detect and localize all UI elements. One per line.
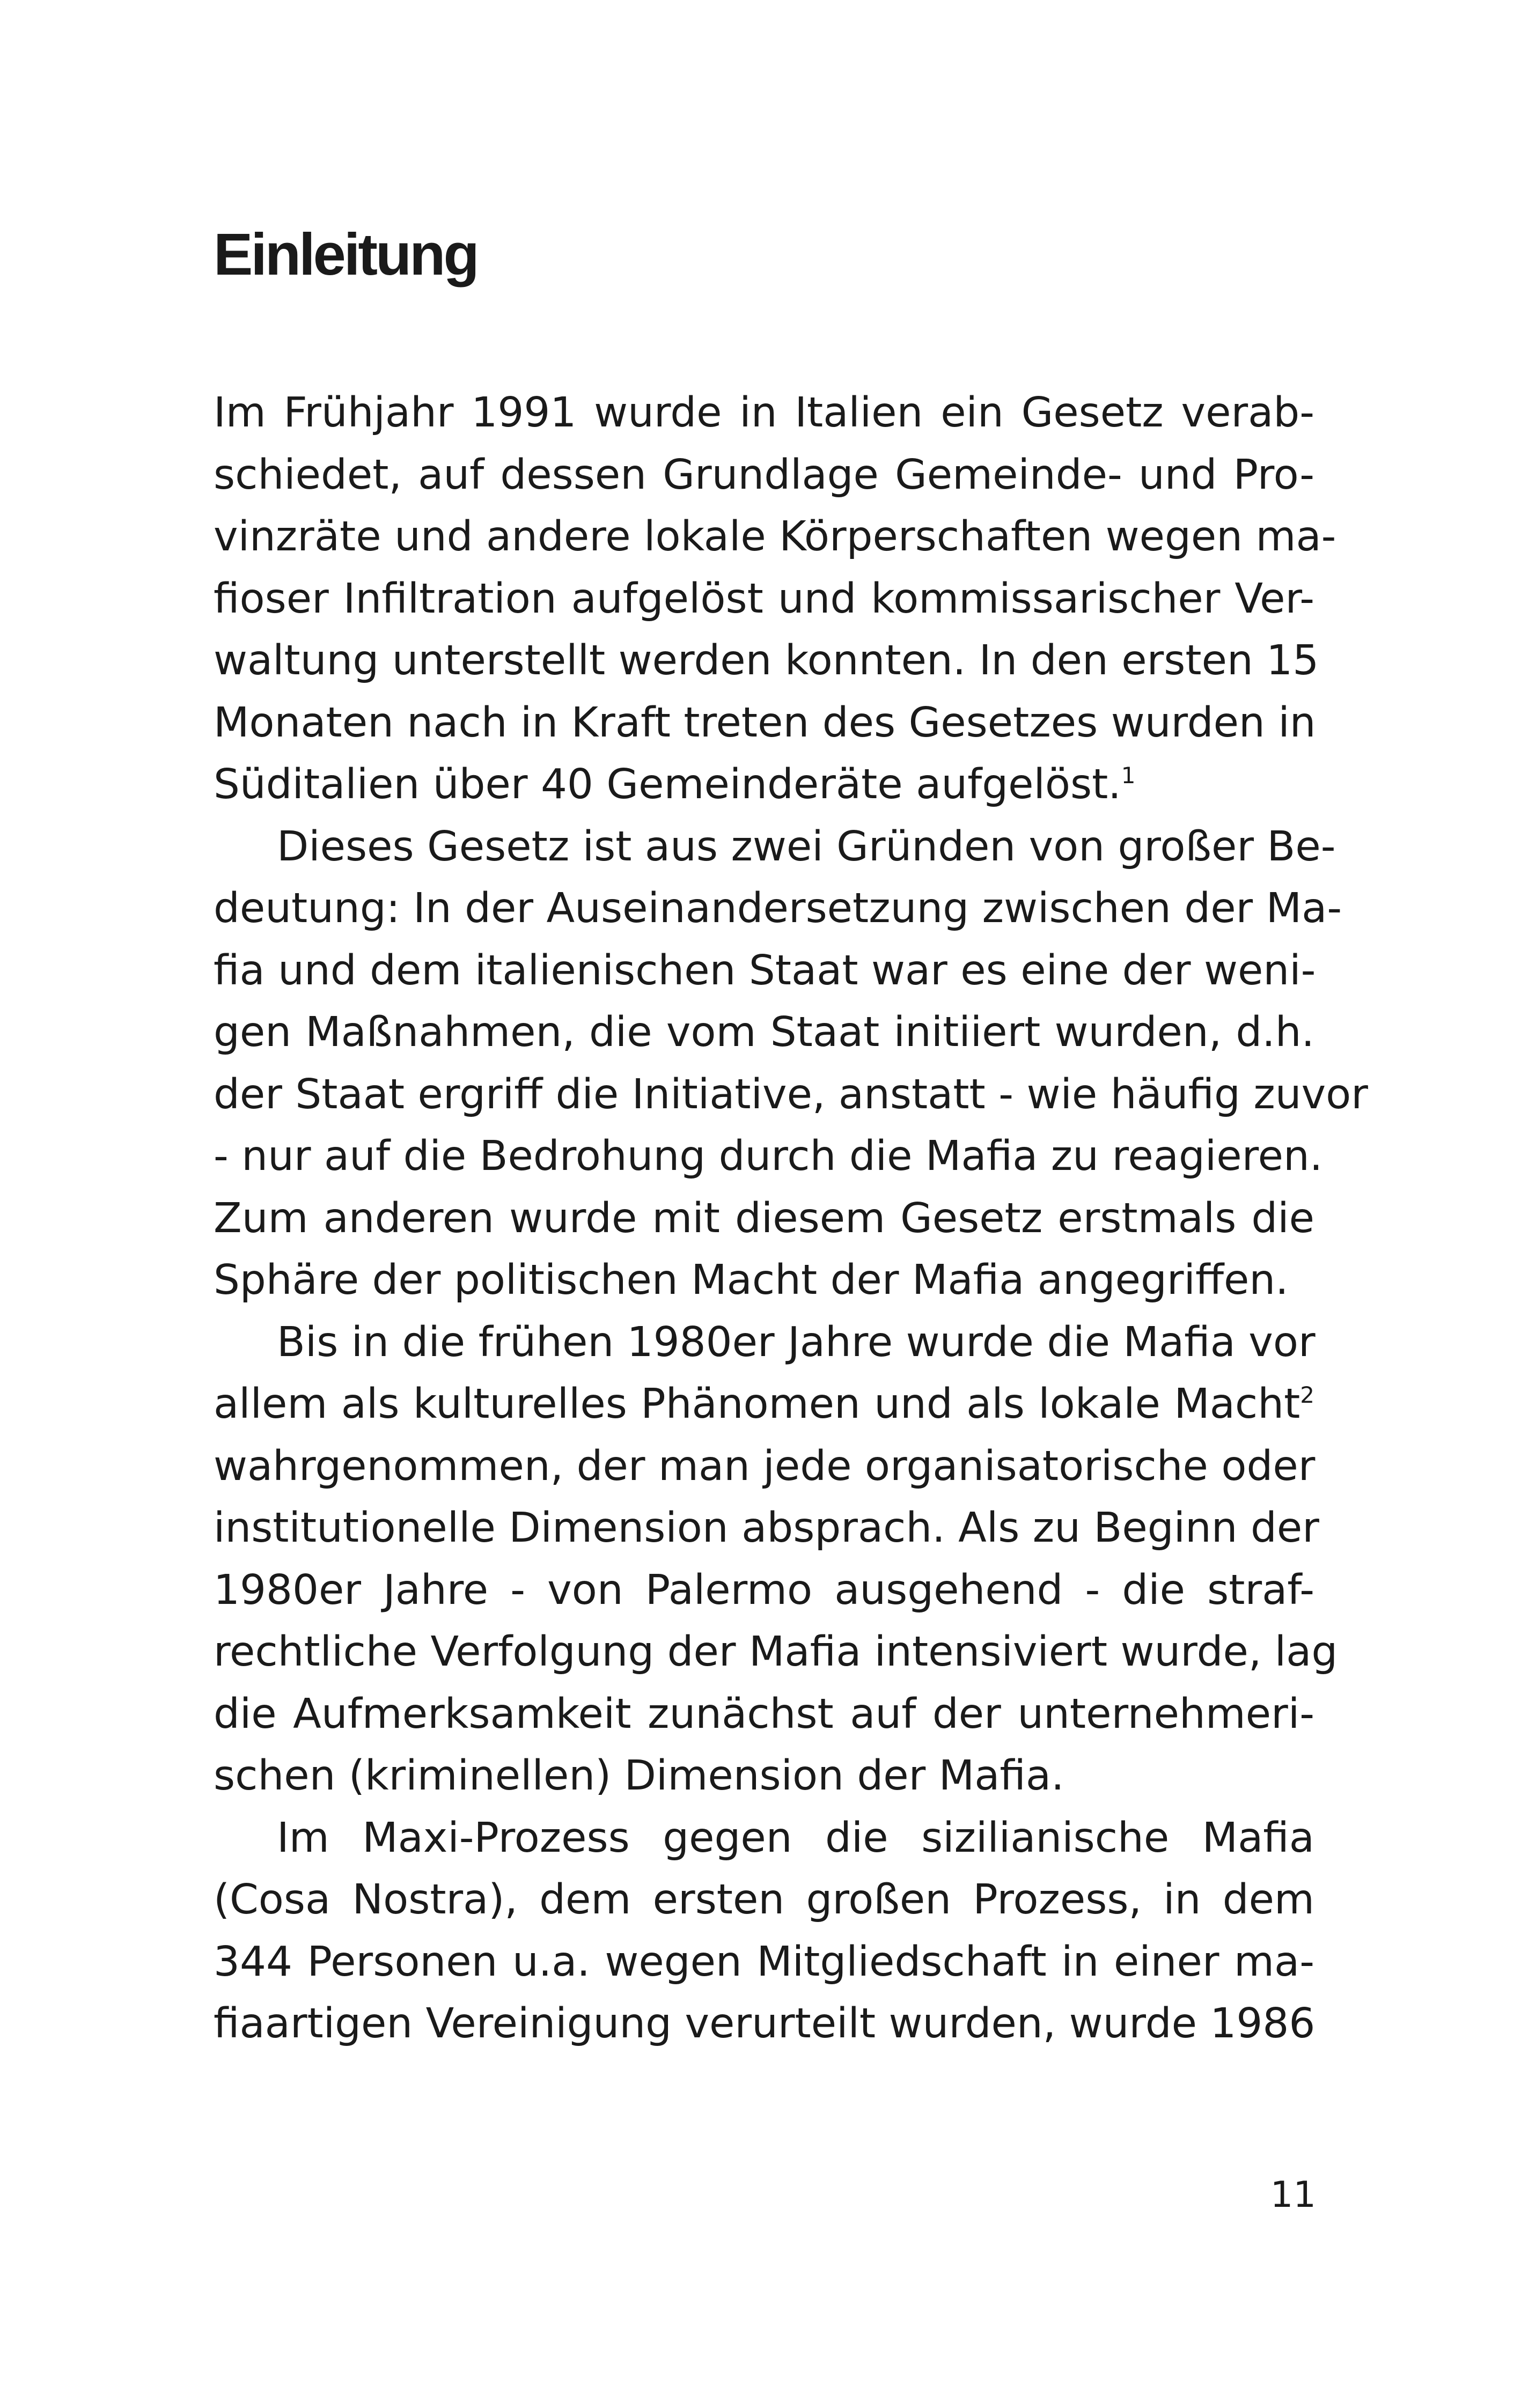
text-line-content: wahrgenommen, der man jede organisatorische oder [214,1442,1316,1490]
text-line-content: der Staat ergriff die Initiative, anstatt - wie häufig zuvor [214,1070,1368,1118]
text-line [214,568,1314,630]
text-line [214,1249,1314,1312]
text-line-content: schen (kriminellen) Dimension der Mafia. [214,1752,1064,1800]
body-text [214,382,1368,2055]
text-line [214,1621,1338,1683]
text-line [214,940,1314,1002]
text-line-content: Im Frühjahr 1991 wurde in Italien ein Gesetz verab- [214,389,1314,437]
text-line [214,1745,1314,1807]
page-number: 11 [1270,2174,1316,2215]
text-line-content: schiedet, auf dessen Grundlage Gemeinde- und Pro- [214,451,1314,499]
text-line [214,382,1314,444]
text-line-content: deutung: In der Auseinandersetzung zwischen der Ma- [214,885,1342,932]
footnote-marker: 2 [1300,1382,1314,1408]
text-line [214,1002,1314,1064]
text-line-content: Zum anderen wurde mit diesem Gesetz erstmals die [214,1194,1314,1242]
text-line-content: 1980er Jahre - von Palermo ausgehend - die straf- [214,1566,1314,1614]
text-line [214,1373,1314,1435]
text-line-content: allem als kulturelles Phänomen und als lokale Macht [214,1380,1300,1428]
text-line-content: fioser Infiltration aufgelöst und kommissarischer Ver- [214,575,1314,623]
text-line [214,1435,1314,1498]
text-line [214,630,1319,692]
text-line [214,878,1342,940]
text-line [214,1188,1314,1250]
text-line-content: die Aufmerksamkeit zunächst auf der unternehmeri- [214,1690,1314,1738]
chapter-heading: Einleitung [214,222,477,288]
text-line-content: - nur auf die Bedrohung durch die Mafia zu reagieren. [214,1132,1323,1180]
text-line [214,1559,1314,1622]
text-line [214,754,1314,816]
text-line [214,1683,1314,1746]
text-line [214,1312,1314,1374]
text-line-content: Sphäre der politischen Macht der Mafia angegriffen. [214,1256,1289,1304]
text-line-content: institutionelle Dimension absprach. Als zu Beginn der [214,1504,1319,1552]
text-line [214,1931,1314,1993]
text-line-content: gen Maßnahmen, die vom Staat initiiert wurden, d.h. [214,1008,1314,1056]
footnote-marker: 1 [1121,762,1136,789]
text-line-content: rechtliche Verfolgung der Mafia intensiviert wurde, lag [214,1628,1338,1676]
text-line-content: fiaartigen Vereinigung verurteilt wurden, wurde 1986 [214,2000,1316,2048]
text-line [214,1993,1314,2055]
text-line-content: Im Maxi-Prozess gegen die sizilianische Mafia [277,1814,1314,1862]
text-line [214,444,1314,506]
text-line-content: Dieses Gesetz ist aus zwei Gründen von großer Be- [277,822,1336,871]
text-line [214,1807,1314,1869]
text-line-content: fia und dem italienischen Staat war es eine der weni- [214,946,1316,995]
text-line-content: Süditalien über 40 Gemeinderäte aufgelöst. [214,761,1121,808]
text-line [214,692,1314,754]
text-line [214,1869,1314,1931]
text-line-content: (Cosa Nostra), dem ersten großen Prozess, in dem [214,1876,1314,1924]
text-line [214,1497,1319,1559]
text-line-content: 344 Personen u.a. wegen Mitgliedschaft in einer ma- [214,1938,1314,1986]
text-line [214,1064,1368,1126]
text-line [214,816,1336,878]
text-line-content: Monaten nach in Kraft treten des Gesetzes wurden in [214,698,1316,747]
text-line [214,1125,1323,1188]
text-line [214,506,1336,568]
text-line-content: waltung unterstellt werden konnten. In den ersten 15 [214,637,1319,684]
text-line-content: Bis in die frühen 1980er Jahre wurde die Mafia vor [277,1318,1316,1366]
text-line-content: vinzräte und andere lokale Körperschaften wegen ma- [214,513,1336,561]
